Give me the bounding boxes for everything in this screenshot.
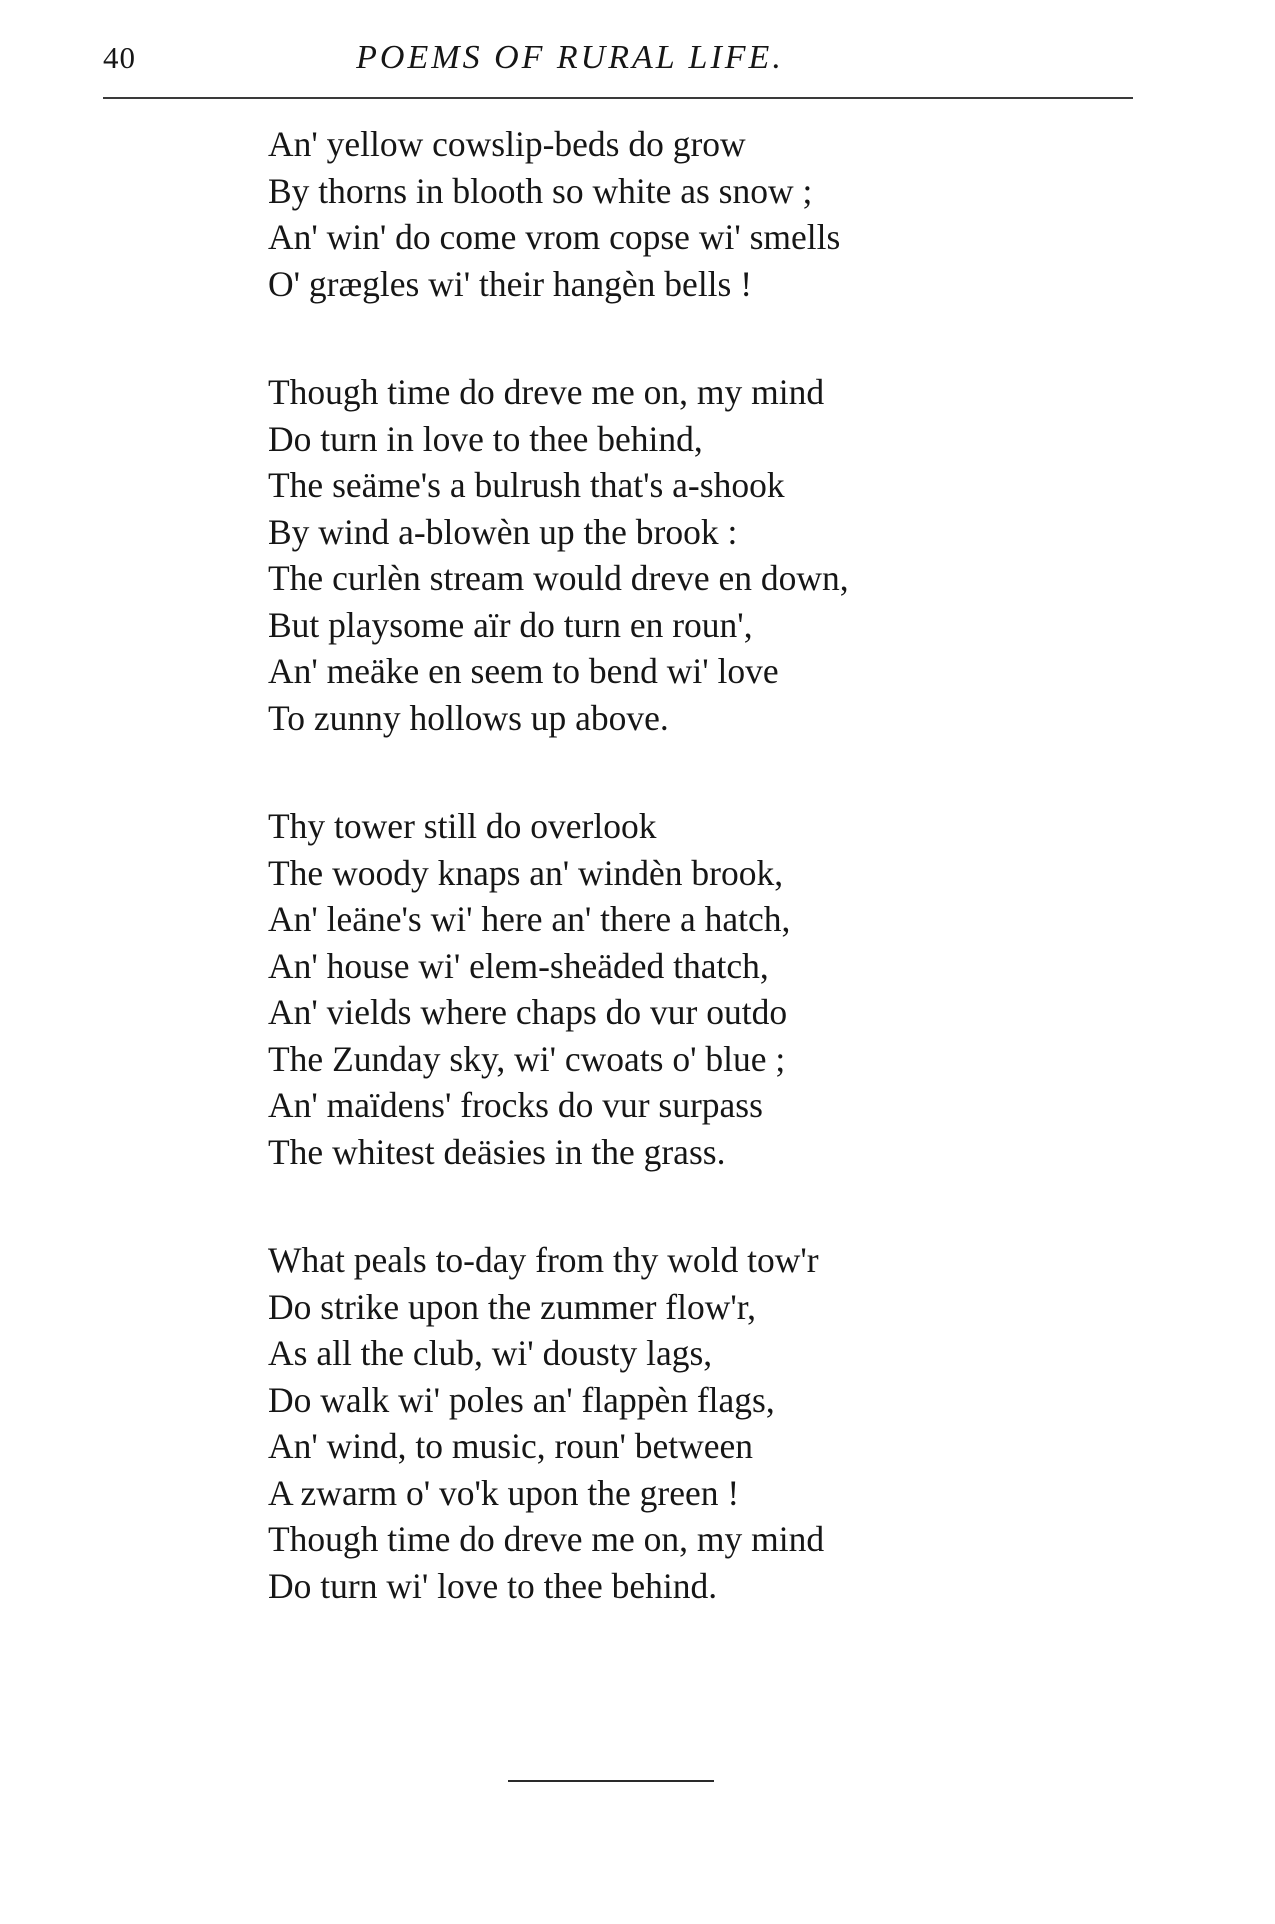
poem-line: An' maïdens' frocks do vur surpass — [268, 1085, 763, 1125]
poem-line: Thy tower still do overlook — [268, 806, 657, 846]
stanza — [268, 803, 968, 1175]
poem-line: An' leäne's wi' here an' there a hatch, — [268, 899, 791, 939]
poem-line: A zwarm o' vo'k upon the green ! — [268, 1472, 740, 1513]
poem-line: Do walk wi' poles an' flappèn flags, — [268, 1379, 775, 1420]
poem-line: Do strike upon the zummer flow'r, — [268, 1286, 757, 1327]
poem-line: What peals to-day from thy wold tow'r — [268, 1240, 819, 1280]
poem-line: An' wind, to music, roun' between — [268, 1426, 754, 1466]
stanza — [268, 369, 968, 741]
poem-line: By wind a-blowèn up the brook : — [268, 511, 738, 552]
poem-line: By thorns in blooth so white as snow ; — [268, 170, 813, 211]
poem-line: An' meäke en seem to bend wi' love — [268, 651, 779, 691]
poem-line: As all the club, wi' dousty lags, — [268, 1333, 713, 1373]
poem-line: To zunny hollows up above. — [268, 697, 669, 738]
poem-line: The woody knaps an' windèn brook, — [268, 852, 784, 893]
poem-line: Though time do dreve me on, my mind — [268, 372, 825, 412]
poem-line: An' yellow cowslip-beds do grow — [268, 124, 746, 164]
poem-line: An' vields where chaps do vur outdo — [268, 992, 788, 1032]
poem-line: But playsome aïr do turn en roun', — [268, 604, 753, 645]
poem-line: An' house wi' elem-sheäded thatch, — [268, 945, 769, 986]
poem-line: Do turn wi' love to thee behind. — [268, 1565, 718, 1606]
running-head-title: POEMS OF RURAL LIFE. — [356, 39, 784, 76]
poem-line: The Zunday sky, wi' cwoats o' blue ; — [268, 1038, 786, 1079]
poem-line: Though time do dreve me on, my mind — [268, 1519, 825, 1559]
end-rule — [508, 1780, 714, 1782]
poem-line: The seäme's a bulrush that's a-shook — [268, 465, 785, 505]
poem-body — [268, 121, 968, 1671]
stanza — [268, 121, 968, 307]
poem-line: An' win' do come vrom copse wi' smells — [268, 217, 841, 257]
page-number: 40 — [103, 40, 136, 75]
poem-line: Do turn in love to thee behind, — [268, 418, 703, 459]
poem-line: The whitest deäsies in the grass. — [268, 1131, 726, 1172]
poem-line: The curlèn stream would dreve en down, — [268, 558, 849, 598]
stanza — [268, 1237, 968, 1609]
poem-line: O' grægles wi' their hangèn bells ! — [268, 263, 753, 304]
header-rule — [103, 97, 1133, 99]
